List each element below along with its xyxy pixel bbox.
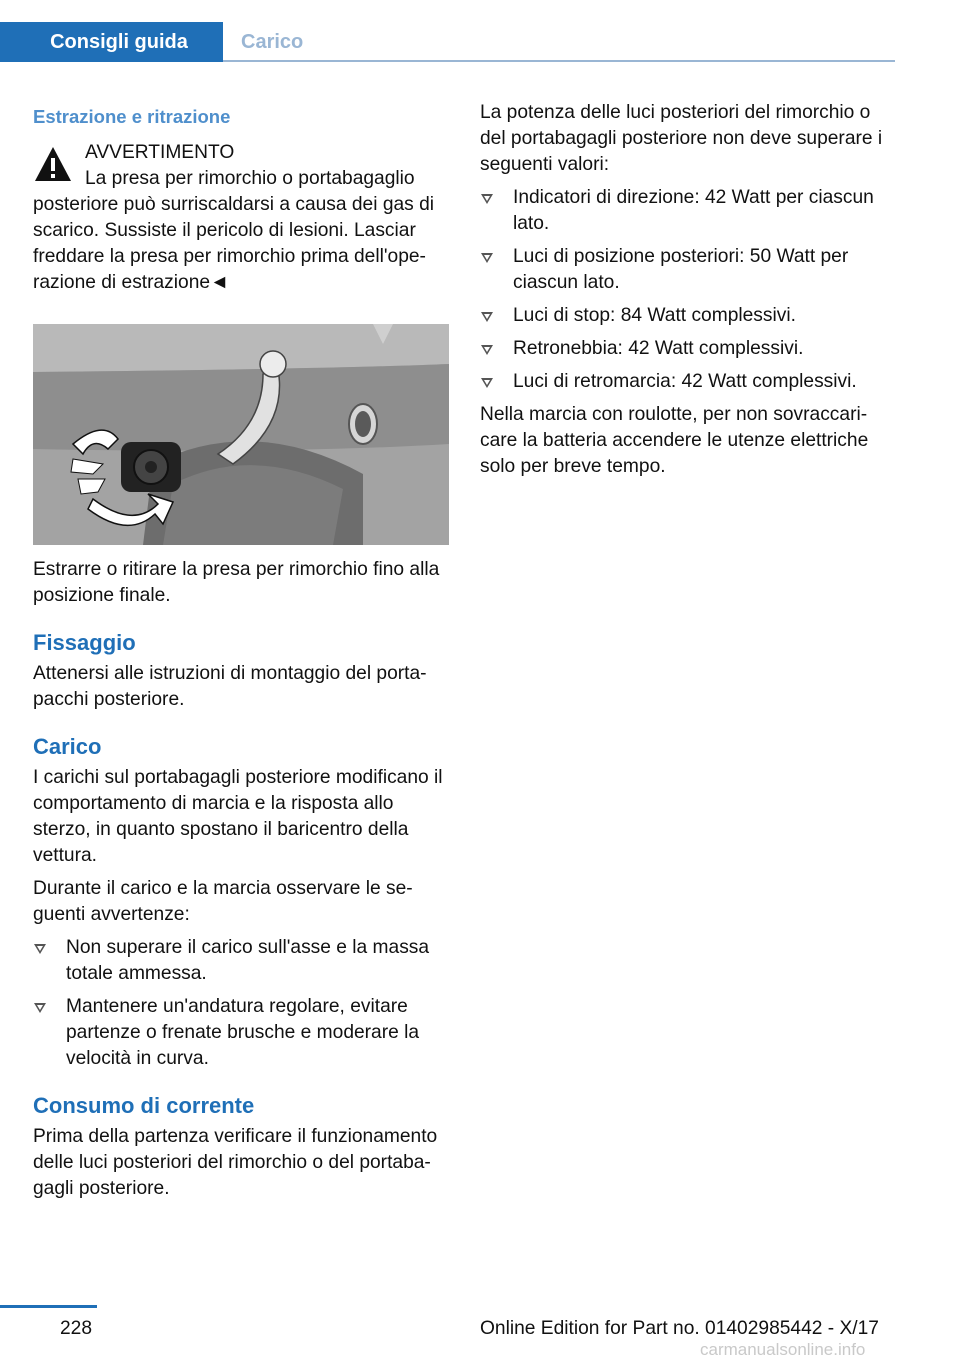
section-fissaggio [33,629,449,713]
left-column [33,100,449,1209]
list-item: Indicatori di direzione: 42 Watt per ciascun lato. [480,185,896,237]
header-divider [223,60,895,62]
warning-text: posteriore può surriscaldarsi a causa dei gas di scarico. Sussiste il pericolo di lesioni. Lasciar freddare la presa per rimorchio prima dell'operazione di estrazione◄ [33,194,435,293]
watermark: carmanualsonline.info [700,1340,866,1359]
section-carico [33,733,449,1072]
footer-divider [0,1305,97,1308]
warning-block [33,140,449,296]
heading-fissaggio: Fissaggio [33,630,136,655]
right-column [480,100,896,487]
figure-caption: Estrarre o ritirare la presa per rimorchio fino alla posizione finale. [33,559,440,606]
carico-bullet-list [33,935,449,1072]
triangle-bullet-icon [481,378,493,388]
list-item: Luci di retromarcia: 42 Watt complessivi. [480,369,896,395]
triangle-bullet-icon [34,1003,46,1013]
warning-text-line1: La presa per rimorchio o portabagaglio [85,168,415,189]
tow-socket-drawing [33,324,449,545]
triangle-bullet-icon [34,944,46,954]
page-number: 228 [60,1318,93,1339]
power-intro: La potenza delle luci posteriori del rimorchio o del portabagagli posteriore non deve superare i seguenti valori: [480,102,883,175]
triangle-bullet-icon [481,345,493,355]
list-item: Luci di posizione posteriori: 50 Watt per ciascun lato. [480,244,896,296]
list-item: Mantenere un'andatura regolare, evitare partenze o frenate brusche e moderare la velocità in curva. [33,994,449,1072]
heading-consumo: Consumo di corrente [33,1093,255,1118]
edition-text: Online Edition for Part no. 01402985442 - X/17 [480,1318,879,1339]
section-consumo [33,1092,449,1202]
carico-text-2: Durante il carico e la marcia osservare le seguenti avvertenze: [33,878,413,925]
list-item: Retronebbia: 42 Watt complessivi. [480,336,896,362]
power-outro: Nella marcia con roulotte, per non sovraccaricare la batteria accendere le utenze elettriche solo per breve tempo. [480,404,869,477]
triangle-bullet-icon [481,194,493,204]
list-item: Luci di stop: 84 Watt complessivi. [480,303,896,329]
tab-consigli-guida[interactable]: Consigli guida [0,22,223,62]
triangle-bullet-icon [481,253,493,263]
tab-carico[interactable]: Carico [223,22,895,62]
warning-triangle-icon [33,144,73,184]
heading-carico: Carico [33,734,102,759]
power-bullet-list [480,185,896,395]
list-item: Non superare il carico sull'asse e la massa totale ammessa. [33,935,449,987]
carico-text-1: I carichi sul portabagagli posteriore modificano il comportamento di marcia e la risposta allo sterzo, in quanto spostano il baricentro della vettura. [33,767,443,866]
warning-title: AVVERTIMENTO [85,142,235,163]
triangle-bullet-icon [481,312,493,322]
consumo-text: Prima della partenza verificare il funzionamento delle luci posteriori del rimorchio o del portabagagli posteriore. [33,1126,438,1199]
section-subhead: Estrazione e ritrazione [33,106,231,127]
page-header [0,22,895,62]
tow-socket-illustration [33,324,449,545]
fissaggio-text: Attenersi alle istruzioni di montaggio del portapacchi posteriore. [33,663,427,710]
